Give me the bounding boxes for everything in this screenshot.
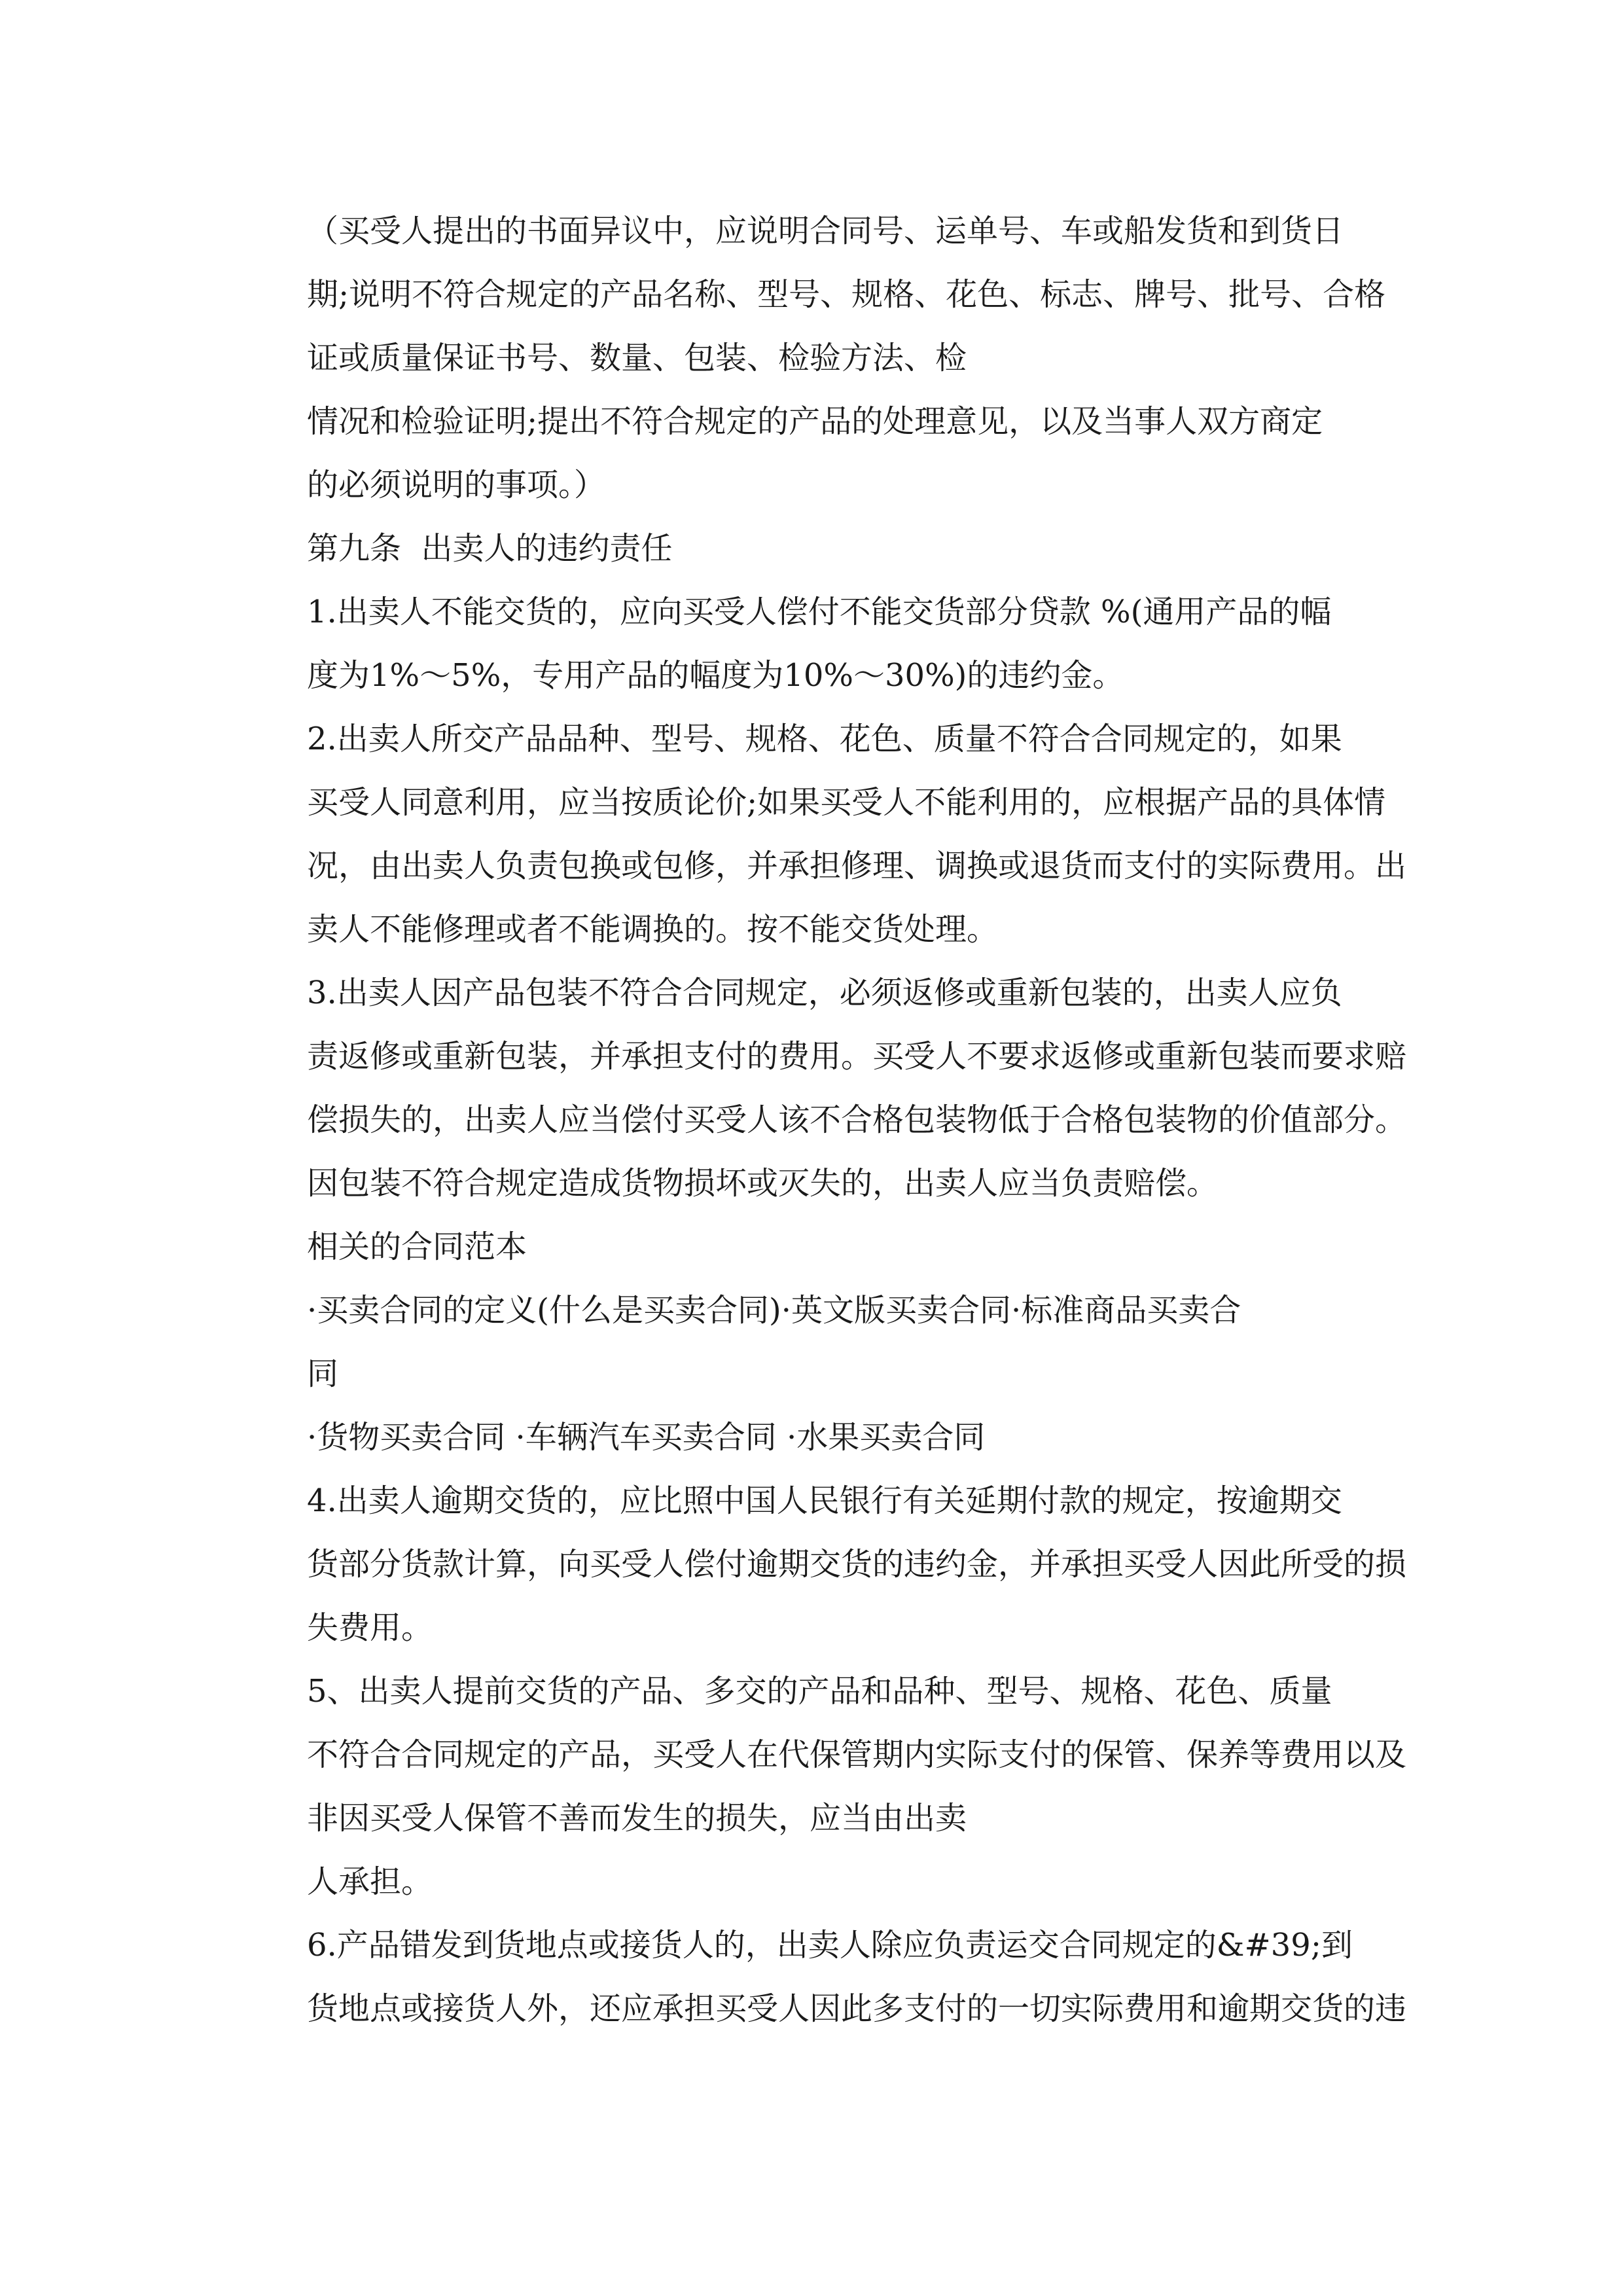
paragraph-clause-4 [244, 1469, 1407, 1660]
paragraph-clause-6 [244, 1914, 1407, 2041]
paragraph-related-heading [244, 1215, 1380, 1279]
text-line: 况，由出卖人负责包换或包修，并承担修理、调换或退货而支付的实际费用。出 [307, 848, 1407, 884]
text-line: 货部分货款计算，向买受人偿付逾期交货的违约金，并承担买受人因此所受的损 [307, 1546, 1407, 1583]
text-line: 不符合合同规定的产品，买受人在代保管期内实际支付的保管、保养等费用以及 [307, 1736, 1407, 1773]
paragraph-related-links-2 [244, 1406, 1380, 1469]
text-line: 情况和检验证明;提出不符合规定的产品的处理意见，以及当事人双方商定 [307, 403, 1323, 440]
text-line: 3.出卖人因产品包装不符合合同规定，必须返修或重新包装的，出卖人应负 [307, 975, 1342, 1011]
paragraph-objection-note [244, 200, 1386, 390]
text-line: 失费用。 [307, 1609, 433, 1646]
text-line: 责返修或重新包装，并承担支付的费用。买受人不要求返修或重新包装而要求赔 [307, 1038, 1407, 1075]
text-line: 因包装不符合规定造成货物损坏或灭失的，出卖人应当负责赔偿。 [307, 1165, 1219, 1202]
paragraph-article-9-heading [244, 517, 1380, 581]
text-line: 6.产品错发到货地点或接货人的，出卖人除应负责运交合同规定的&#39;到 [307, 1927, 1353, 1964]
text-line: 5、出卖人提前交货的产品、多交的产品和品种、型号、规格、花色、质量 [307, 1673, 1332, 1710]
paragraph-clause-5-cont [244, 1850, 1380, 1914]
document-body [244, 200, 1407, 2041]
text-line: 偿损失的，出卖人应当偿付买受人该不合格包装物低于合格包装物的价值部分。 [307, 1102, 1407, 1138]
text-line: 同 [307, 1355, 339, 1392]
text-line: 1.出卖人不能交货的，应向买受人偿付不能交货部分贷款 %(通用产品的幅 [307, 594, 1332, 630]
text-line: 第九条 出卖人的违约责任 [307, 530, 673, 567]
text-line: 人承担。 [307, 1863, 433, 1900]
text-line: 相关的合同范本 [307, 1229, 527, 1265]
paragraph-clause-1 [244, 581, 1380, 708]
text-line: 卖人不能修理或者不能调换的。按不能交货处理。 [307, 911, 999, 948]
paragraph-clause-3 [244, 961, 1407, 1215]
paragraph-objection-note-cont [244, 390, 1380, 517]
text-line: ·买卖合同的定义(什么是买卖合同)·英文版买卖合同·标准商品买卖合 [307, 1292, 1241, 1329]
text-line: 买受人同意利用，应当按质论价;如果买受人不能利用的，应根据产品的具体情 [307, 784, 1386, 821]
paragraph-clause-2 [244, 708, 1407, 961]
paragraph-related-links-1 [244, 1279, 1380, 1406]
text-line: 2.出卖人所交产品品种、型号、规格、花色、质量不符合合同规定的，如果 [307, 721, 1342, 757]
text-line: 货地点或接货人外，还应承担买受人因此多支付的一切实际费用和逾期交货的违 [307, 1990, 1407, 2027]
text-line: 证或质量保证书号、数量、包装、检验方法、检 [307, 340, 967, 376]
paragraph-clause-5 [244, 1660, 1407, 1850]
text-line: （买受人提出的书面异议中，应说明合同号、运单号、车或船发货和到货日 [307, 213, 1344, 249]
text-line: 期;说明不符合规定的产品名称、型号、规格、花色、标志、牌号、批号、合格 [307, 276, 1386, 313]
text-line: 度为1%～5%，专用产品的幅度为10%～30%)的违约金。 [307, 657, 1124, 694]
text-line: 非因买受人保管不善而发生的损失，应当由出卖 [307, 1800, 967, 1837]
text-line: 的必须说明的事项。） [307, 467, 606, 503]
text-line: 4.出卖人逾期交货的，应比照中国人民银行有关延期付款的规定，按逾期交 [307, 1482, 1342, 1519]
text-line: ·货物买卖合同 ·车辆汽车买卖合同 ·水果买卖合同 [307, 1419, 986, 1456]
